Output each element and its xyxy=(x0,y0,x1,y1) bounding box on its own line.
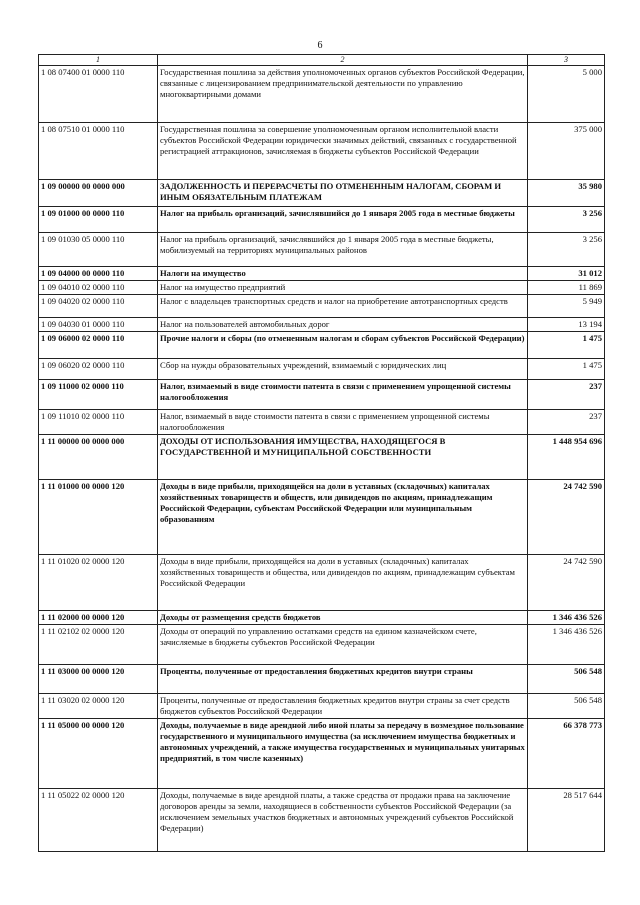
budget-code-cell: 1 08 07510 01 0000 110 xyxy=(39,123,158,180)
amount-cell: 66 378 773 xyxy=(528,719,605,789)
amount-cell: 24 742 590 xyxy=(528,480,605,555)
revenue-name-cell: Налог, взимаемый в виде стоимости патента в связи с применением упрощенной системы налогообложения xyxy=(158,410,528,435)
page-number: 6 xyxy=(317,40,323,51)
revenue-name-cell: ЗАДОЛЖЕННОСТЬ И ПЕРЕРАСЧЕТЫ ПО ОТМЕНЕННЫМ НАЛОГАМ, СБОРАМ И ИНЫМ ОБЯЗАТЕЛЬНЫМ ПЛАТЕЖАМ xyxy=(158,180,528,207)
revenue-name-cell: Налог на пользователей автомобильных дорог xyxy=(158,318,528,332)
budget-code-cell: 1 09 11010 02 0000 110 xyxy=(39,410,158,435)
budget-revenue-table xyxy=(38,54,605,852)
budget-code-cell: 1 09 06020 02 0000 110 xyxy=(39,359,158,380)
table-row xyxy=(39,555,605,611)
table-row xyxy=(39,267,605,281)
budget-code-cell: 1 11 03000 00 0000 120 xyxy=(39,665,158,694)
table-row xyxy=(39,318,605,332)
amount-cell: 506 548 xyxy=(528,665,605,694)
revenue-name-cell: Доходы, получаемые в виде арендной либо иной платы за передачу в возмездное пользование государственного и муниципального имущества (за исключением имущества бюджетных и автономных учреждений, а также имущества государственных и муниципальных унитарных предприятий, в том числе казенных) xyxy=(158,719,528,789)
revenue-name-cell: Сбор на нужды образовательных учреждений, взимаемый с юридических лиц xyxy=(158,359,528,380)
budget-code-cell: 1 09 04020 02 0000 110 xyxy=(39,295,158,318)
budget-code-cell: 1 09 01000 00 0000 110 xyxy=(39,207,158,233)
amount-cell: 237 xyxy=(528,410,605,435)
table-row xyxy=(39,410,605,435)
table-body xyxy=(39,66,605,852)
table-row xyxy=(39,359,605,380)
table-row xyxy=(39,380,605,410)
amount-cell: 3 256 xyxy=(528,207,605,233)
budget-code-cell: 1 11 01020 02 0000 120 xyxy=(39,555,158,611)
budget-code-cell: 1 11 03020 02 0000 120 xyxy=(39,694,158,719)
budget-code-cell: 1 09 04010 02 0000 110 xyxy=(39,281,158,295)
table-row xyxy=(39,625,605,665)
budget-code-cell: 1 11 02102 02 0000 120 xyxy=(39,625,158,665)
amount-cell: 1 475 xyxy=(528,332,605,359)
budget-code-cell: 1 08 07400 01 0000 110 xyxy=(39,66,158,123)
table-row xyxy=(39,719,605,789)
column-header-name: 2 xyxy=(158,55,528,66)
amount-cell: 5 000 xyxy=(528,66,605,123)
budget-code-cell: 1 09 04030 01 0000 110 xyxy=(39,318,158,332)
revenue-name-cell: Доходы в виде прибыли, приходящейся на доли в уставных (складочных) капиталах хозяйственных товариществ и обществ, или дивидендов по акциям, принадлежащим Российской Федерации, субъектам Российской Федерации или муниципальным образованиям xyxy=(158,480,528,555)
revenue-name-cell: Налог с владельцев транспортных средств и налог на приобретение автотранспортных средств xyxy=(158,295,528,318)
amount-cell: 5 949 xyxy=(528,295,605,318)
table-row xyxy=(39,694,605,719)
budget-code-cell: 1 09 01030 05 0000 110 xyxy=(39,233,158,267)
revenue-name-cell: Проценты, полученные от предоставления бюджетных кредитов внутри страны за счет средств бюджетов субъектов Российской Федерации xyxy=(158,694,528,719)
table-row xyxy=(39,480,605,555)
revenue-name-cell: Доходы от операций по управлению остатками средств на едином казначейском счете, зачисляемые в бюджеты субъектов Российской Федерации xyxy=(158,625,528,665)
amount-cell: 1 448 954 696 xyxy=(528,435,605,480)
budget-code-cell: 1 11 05000 00 0000 120 xyxy=(39,719,158,789)
revenue-name-cell: Налог на прибыль организаций, зачислявшийся до 1 января 2005 года в местные бюджеты, мобилизуемый на территориях муниципальных районов xyxy=(158,233,528,267)
table-row xyxy=(39,611,605,625)
budget-code-cell: 1 09 04000 00 0000 110 xyxy=(39,267,158,281)
column-header-amount: 3 xyxy=(528,55,605,66)
table-row xyxy=(39,207,605,233)
revenue-name-cell: Налог на прибыль организаций, зачислявшийся до 1 января 2005 года в местные бюджеты xyxy=(158,207,528,233)
revenue-name-cell: Доходы от размещения средств бюджетов xyxy=(158,611,528,625)
revenue-name-cell: ДОХОДЫ ОТ ИСПОЛЬЗОВАНИЯ ИМУЩЕСТВА, НАХОДЯЩЕГОСЯ В ГОСУДАРСТВЕННОЙ И МУНИЦИПАЛЬНОЙ СОБСТВЕННОСТИ xyxy=(158,435,528,480)
budget-code-cell: 1 11 01000 00 0000 120 xyxy=(39,480,158,555)
revenue-name-cell: Доходы в виде прибыли, приходящейся на доли в уставных (складочных) капиталах хозяйственных товариществ и общества, или дивидендов по акциям, принадлежащим субъектам Российской Федерации xyxy=(158,555,528,611)
table-row xyxy=(39,789,605,852)
revenue-name-cell: Государственная пошлина за совершение уполномоченным органом исполнительной власти субъектов Российской Федерации юридически значимых действий, связанных с государственной регистрацией аттракционов, зачисляемая в бюджеты субъектов Российской Федерации xyxy=(158,123,528,180)
table-header-row xyxy=(39,55,605,66)
revenue-name-cell: Налог, взимаемый в виде стоимости патента в связи с применением упрощенной системы налогообложения xyxy=(158,380,528,410)
budget-code-cell: 1 11 00000 00 0000 000 xyxy=(39,435,158,480)
amount-cell: 3 256 xyxy=(528,233,605,267)
table-row xyxy=(39,332,605,359)
amount-cell: 35 980 xyxy=(528,180,605,207)
budget-code-cell: 1 09 11000 02 0000 110 xyxy=(39,380,158,410)
amount-cell: 1 475 xyxy=(528,359,605,380)
revenue-name-cell: Доходы, получаемые в виде арендной платы, а также средства от продажи права на заключение договоров аренды за земли, находящиеся в собственности субъектов Российской Федерации (за исключением земельных участков бюджетных и автономных учреждений субъектов Российской Федерации) xyxy=(158,789,528,852)
revenue-name-cell: Прочие налоги и сборы (по отмененным налогам и сборам субъектов Российской Федерации) xyxy=(158,332,528,359)
amount-cell: 11 869 xyxy=(528,281,605,295)
revenue-name-cell: Государственная пошлина за действия уполномоченных органов субъектов Российской Федерации, связанные с лицензированием предпринимательской деятельности по управлению многоквартирными домами xyxy=(158,66,528,123)
amount-cell: 1 346 436 526 xyxy=(528,611,605,625)
amount-cell: 506 548 xyxy=(528,694,605,719)
table-row xyxy=(39,123,605,180)
amount-cell: 31 012 xyxy=(528,267,605,281)
revenue-name-cell: Налоги на имущество xyxy=(158,267,528,281)
budget-code-cell: 1 11 02000 00 0000 120 xyxy=(39,611,158,625)
table-row xyxy=(39,233,605,267)
budget-code-cell: 1 09 06000 02 0000 110 xyxy=(39,332,158,359)
table-row xyxy=(39,665,605,694)
budget-code-cell: 1 09 00000 00 0000 000 xyxy=(39,180,158,207)
amount-cell: 13 194 xyxy=(528,318,605,332)
amount-cell: 375 000 xyxy=(528,123,605,180)
budget-code-cell: 1 11 05022 02 0000 120 xyxy=(39,789,158,852)
revenue-name-cell: Проценты, полученные от предоставления бюджетных кредитов внутри страны xyxy=(158,665,528,694)
amount-cell: 237 xyxy=(528,380,605,410)
table-row xyxy=(39,66,605,123)
column-header-code: 1 xyxy=(39,55,158,66)
amount-cell: 1 346 436 526 xyxy=(528,625,605,665)
table-row xyxy=(39,281,605,295)
revenue-name-cell: Налог на имущество предприятий xyxy=(158,281,528,295)
amount-cell: 28 517 644 xyxy=(528,789,605,852)
amount-cell: 24 742 590 xyxy=(528,555,605,611)
table-row xyxy=(39,180,605,207)
table-row xyxy=(39,295,605,318)
table-row xyxy=(39,435,605,480)
